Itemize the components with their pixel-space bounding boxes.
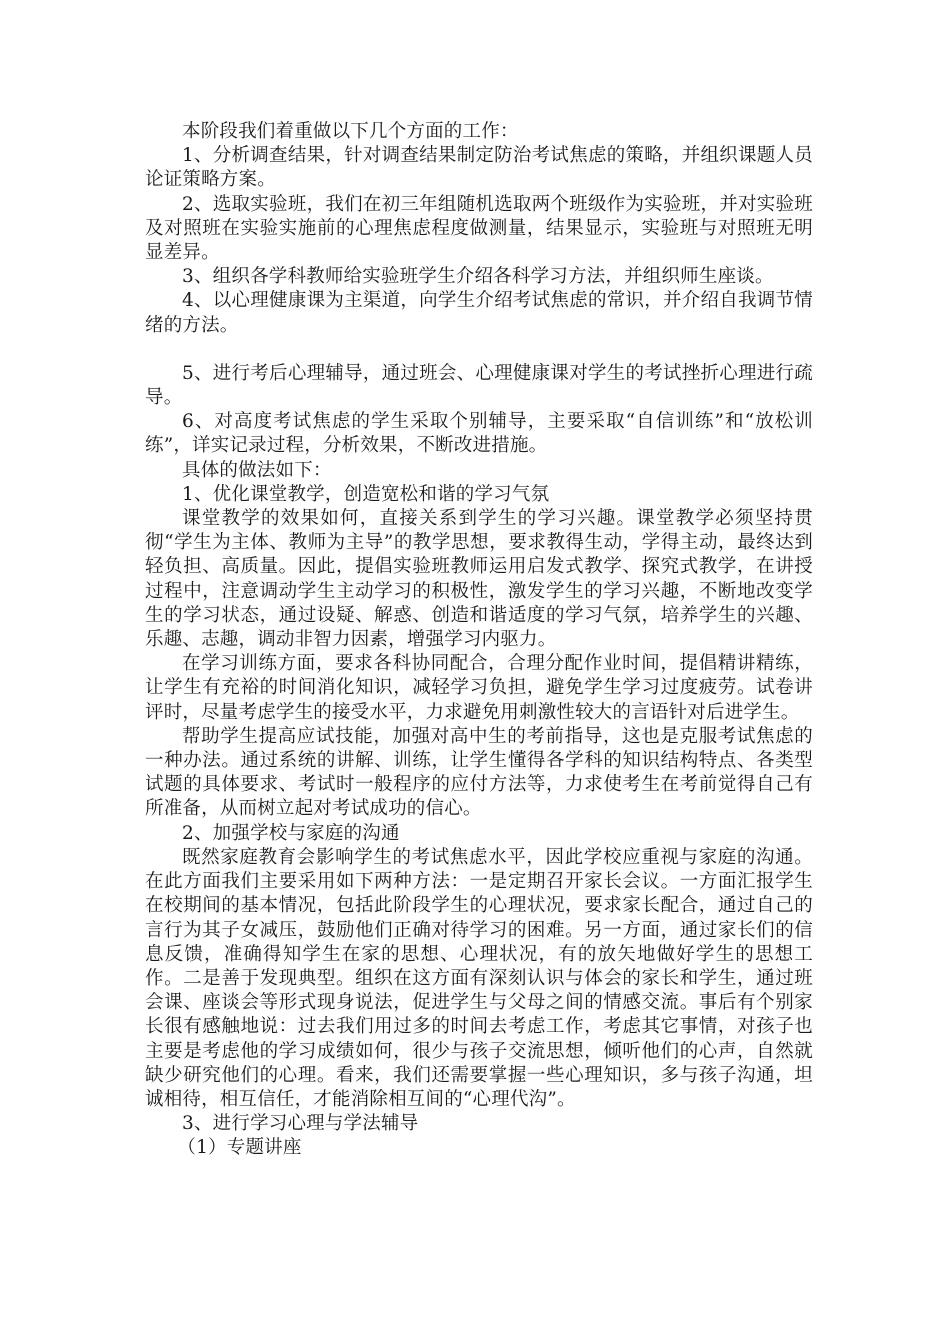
paragraph-classroom: 课堂教学的效果如何，直接关系到学生的学习兴趣。课堂教学必须坚持贯彻“学生为主体、教师为主导”的教学思想，要求教得生动，学得主动，最终达到轻负担、高质量。因此，提倡实验班教师运用启发式教学、探究式教学，在讲授过程中，注意调动学生主动学习的积极性，激发学生的学习兴趣，不断地改变学生的学习状态，通过设疑、解惑、创造和谐适度的学习气氛，培养学生的兴趣、乐趣、志趣，调动非智力因素，增强学习内驱力。	[145, 508, 813, 651]
paragraph-intro: 本阶段我们着重做以下几个方面的工作：	[182, 121, 519, 142]
paragraph-item-3: 3、组织各学科教师给实验班学生介绍各科学习方法，并组织师生座谈。	[182, 266, 774, 288]
paragraph-item-6: 6、对高度考试焦虑的学生采取个别辅导，主要采取“自信训练”和“放松训练”，详实记录过程，分析效果，不断改进措施。	[145, 411, 813, 457]
paragraph-item-2: 2、选取实验班，我们在初三年组随机选取两个班级作为实验班，并对实验班及对照班在实验实施前的心理焦虑程度做测量，结果显示，实验班与对照班无明显差异。	[145, 193, 813, 264]
paragraph-item-4: 4、以心理健康课为主渠道，向学生介绍考试焦虑的常识，并介绍自我调节情绪的方法。	[145, 290, 813, 336]
paragraph-training: 在学习训练方面，要求各科协同配合，合理分配作业时间，提倡精讲精练，让学生有充裕的时间消化知识，减轻学习负担，避免学生学习过度疲劳。试卷讲评时，尽量考虑学生的接受水平，力求避免用刺激性较大的言语针对后进学生。	[145, 653, 813, 723]
section-heading-2: 2、加强学校与家庭的沟通	[182, 822, 400, 844]
section-heading-1: 1、优化课堂教学，创造宽松和谐的学习气氛	[182, 483, 550, 505]
paragraph-family: 既然家庭教育会影响学生的考试焦虑水平，因此学校应重视与家庭的沟通。在此方面我们主要采用如下两种方法：一是定期召开家长会议。一方面汇报学生在校期间的基本情况，包括此阶段学生的心理状况，要求家长配合，通过自己的言行为其子女减压，鼓励他们正确对待学习的困难。另一方面，通过家长们的信息反馈，准确得知学生在家的思想、心理状况，有的放矢地做好学生的思想工作。二是善于发现典型。组织在这方面有深刻认识与体会的家长和学生，通过班会课、座谈会等形式现身说法，促进学生与父母之间的情感交流。事后有个别家长很有感触地说：过去我们用过多的时间去考虑工作，考虑其它事情，对孩子也主要是考虑他的学习成绩如何，很少与孩子交流思想，倾听他们的心声，自然就缺少研究他们的心理。看来，我们还需要掌握一些心理知识，多与孩子沟通，坦诚相待，相互信任，才能消除相互间的“心理代沟”。	[145, 846, 813, 1110]
section-heading-3: 3、进行学习心理与学法辅导	[182, 1113, 419, 1135]
subsection-heading-1: （1）专题讲座	[177, 1137, 302, 1159]
paragraph-item-1: 1、分析调查结果，针对调查结果制定防治考试焦虑的策略，并组织课题人员论证策略方案。	[145, 145, 813, 191]
paragraph-item-5: 5、进行考后心理辅导，通过班会、心理健康课对学生的考试挫折心理进行疏导。	[145, 362, 813, 409]
paragraph-exam-skills: 帮助学生提高应试技能，加强对高中生的考前指导，这也是克服考试焦虑的一种办法。通过系统的讲解、训练，让学生懂得各学科的知识结构特点、各类型试题的具体要求、考试时一般程序的应付方法等，力求使考生在考前觉得自己有所准备，从而树立起对考试成功的信心。	[145, 725, 813, 820]
paragraph-methods-intro: 具体的做法如下：	[182, 459, 332, 481]
blank-line	[145, 338, 813, 362]
document-body	[145, 120, 813, 1161]
